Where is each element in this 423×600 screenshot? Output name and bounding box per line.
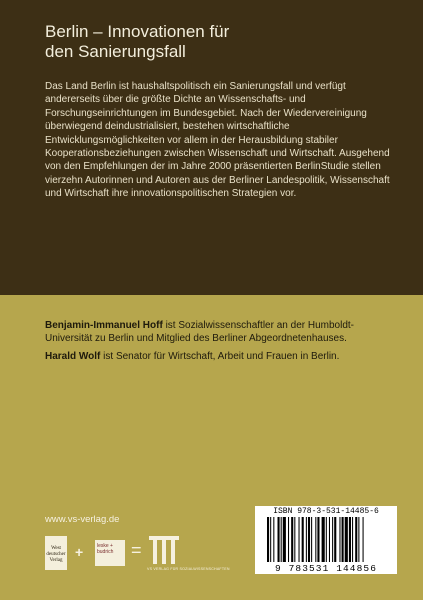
title-line-2: den Sanierungsfall [45,42,186,61]
author-info [45,319,395,367]
barcode-bar [273,517,274,562]
title-line-1: Berlin – Innovationen für [45,22,230,41]
barcode-bar [339,517,340,562]
logo-text: West [51,546,61,551]
vs-logo-bar [171,540,175,564]
barcode-digits: 9 783531 144856 [274,563,377,574]
barcode-bar [352,517,353,562]
vs-logo-bar [153,540,157,564]
barcode-bar [355,517,357,562]
vs-logo-caption: VS VERLAG FÜR SOZIALWISSENSCHAFTEN [147,567,230,571]
logo-text: leske + budrich [97,543,114,555]
barcode-bar [291,517,293,562]
author-name: Benjamin-Immanuel Hoff [45,320,163,331]
author-description: ist Sozialwissenschaftler an der Humboldt-Universität zu Berlin und Mitglied des Berliner Abgeordnetenhauses. [45,320,354,345]
barcode-bar [363,517,364,562]
author-description: ist Senator für Wirtschaft, Arbeit und Frauen in Berlin. [100,350,340,362]
barcode-bar [311,517,312,562]
barcode-bar [326,517,327,562]
publisher-url[interactable]: www.vs-verlag.de [45,514,120,525]
barcode-bar [267,517,269,562]
author-entry-hoff [45,319,395,346]
isbn-barcode [255,506,397,574]
barcode-bar [315,517,316,562]
leske-budrich-logo [95,540,125,566]
author-name: Harald Wolf [45,350,101,362]
barcode-bar [302,517,304,562]
barcode-bar [278,517,280,562]
barcode-bar [270,517,271,562]
barcode-bar [299,517,300,562]
barcode-bar [294,517,295,562]
barcode-bar [345,517,348,562]
cover-top-panel [0,0,423,295]
publisher-logos [45,534,235,574]
vs-logo-bar [162,540,166,564]
barcode-bar [329,517,330,562]
author-entry-wolf [45,350,395,363]
barcode-bar [283,517,286,562]
barcode-bar [306,517,307,562]
isbn-label: ISBN 978-3-531-14485-6 [273,507,379,516]
barcode-bar [334,517,336,562]
barcode-bar [349,517,351,562]
barcode-bar [332,517,333,562]
logo-text: deutscher [46,552,66,557]
barcode-bar [288,517,289,562]
barcode-bar [281,517,282,562]
barcode-bar [322,517,325,562]
westdeutscher-verlag-logo [45,536,67,570]
barcode-bar [317,517,319,562]
book-title [45,22,385,62]
barcode-bar [308,517,310,562]
equals-sign: = [131,540,142,560]
vs-verlag-logo [147,534,237,574]
barcode-bar [342,517,344,562]
blurb-text: Das Land Berlin ist haushaltspolitisch ein Sanierungsfall und verfügt andererseits über die größte Dichte an Wissenschafts- und Forschungseinrichtungen im Bundesgebiet. Nach der Wiedervereinigung überwiegend deindustrialisiert, bestehen wirtschaftliche Entwicklungsmöglichkeiten vor allem in der Herausbildung stabiler Kooperationsbeziehungen zwischen Wissenschaft und Wirtschaft. Ausgehend von den Empfehlungen der im Jahre 2000 präsentierten BerlinStudie stellen vierzehn Autorinnen und Autoren aus der Berliner Landespolitik, Wissenschaft und Wirtschaft ihre innovationspolitischen Strategien vor. [45,81,390,200]
plus-sign: + [75,544,84,560]
logo-text: Verlag [49,558,63,563]
barcode-bar [358,517,359,562]
